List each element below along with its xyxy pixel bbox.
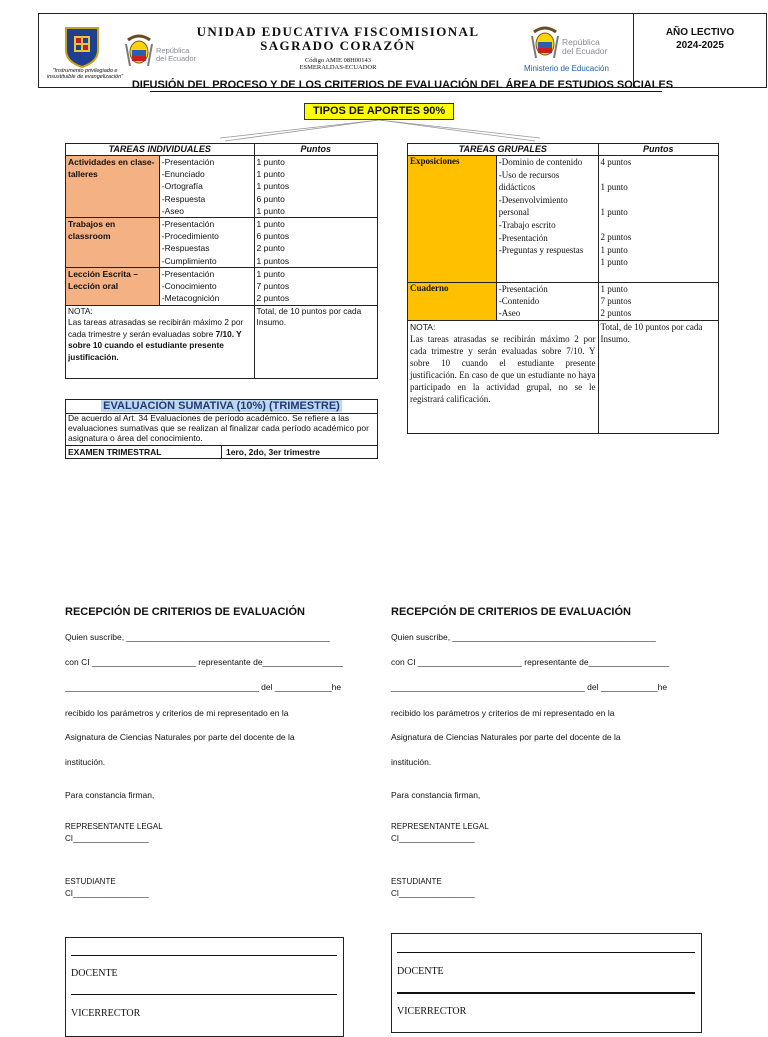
school-name-line2: SAGRADO CORAZÓN: [260, 38, 416, 53]
individual-tasks-table: [65, 143, 378, 379]
criteria-cell: -Presentación -Conocimiento -Metacognición: [159, 267, 254, 305]
reception-line-firman: Para constancia firman,: [391, 790, 481, 800]
signature-line: [397, 952, 695, 953]
rep-legal-label: REPRESENTANTE LEGAL: [391, 822, 489, 831]
rep-legal-ci: CI_________________: [65, 834, 149, 843]
tipos-de-aportes-label: TIPOS DE APORTES 90%: [304, 103, 454, 120]
criteria-cell: -Dominio de contenido -Uso de recursos didácticos -Desenvolvimiento personal -Trabajo escrito -Presentación -Preguntas y respuestas: [496, 156, 598, 283]
points-cell: 1 punto 7 puntos 2 puntos: [598, 283, 718, 321]
student-label: ESTUDIANTE: [65, 877, 116, 886]
group-tasks-header: TAREAS GRUPALES: [408, 144, 599, 156]
reception-line-text: institución.: [65, 757, 106, 767]
exam-label: EXAMEN TRIMESTRAL: [68, 447, 162, 457]
points-cell: 1 punto 7 puntos 2 puntos: [254, 267, 377, 305]
table-row: [66, 267, 378, 305]
reception-line-ci: con CI ______________________ representante de_________________: [391, 657, 669, 667]
school-motto: "Instrumento privilegiado e insustituible de evangelización": [46, 68, 124, 80]
republica-label-right: República del Ecuador: [562, 37, 608, 56]
student-ci: CI_________________: [391, 889, 475, 898]
school-year-value: 2024-2025: [676, 40, 724, 51]
rep-legal-ci: CI_________________: [391, 834, 475, 843]
student-ci: CI_________________: [65, 889, 149, 898]
school-name-line1: UNIDAD EDUCATIVA FISCOMISIONAL: [196, 24, 480, 39]
reception-title-left: RECEPCIÓN DE CRITERIOS DE EVALUACIÓN: [65, 606, 305, 618]
reception-line-text: Asignatura de Ciencias Naturales por parte del docente de la: [391, 732, 621, 742]
points-cell: 4 puntos 1 punto 1 punto 2 puntos 1 punto 1 punto: [598, 156, 718, 283]
ministry-label: Ministerio de Educación: [524, 64, 609, 73]
reception-line-name: Quien suscribe, ___________________________________________: [65, 632, 330, 642]
points-header: Puntos: [598, 144, 718, 156]
reception-line-del: _________________________________________ del ____________he: [391, 682, 668, 692]
reception-line-text: Asignatura de Ciencias Naturales por parte del docente de la: [65, 732, 295, 742]
reception-line-ci: con CI ______________________ representante de_________________: [65, 657, 343, 667]
signature-line: [71, 994, 337, 995]
republica-label-left: República del Ecuador: [156, 46, 197, 63]
school-year-label: AÑO LECTIVO: [665, 27, 735, 38]
category-cell: Trabajos en classroom: [66, 218, 160, 268]
group-tasks-table: [407, 143, 719, 434]
nota-row: [408, 321, 719, 434]
signature-line: [397, 992, 695, 994]
category-cell: Cuaderno: [408, 283, 497, 321]
nota-cell: NOTA: Las tareas atrasadas se recibirán máximo 2 por cada trimestre y serán evaluadas sobre 7/10. Y sobre 10 cuando el estudiante presente justificación. En caso de que un estudiante no haya participado en la actividad grupal, no se le registrará calificación.: [408, 321, 599, 434]
table-row: [66, 218, 378, 268]
vicerrector-label: VICERRECTOR: [397, 1006, 467, 1017]
student-label: ESTUDIANTE: [391, 877, 442, 886]
reception-line-del: _________________________________________ del ____________he: [65, 682, 342, 692]
exam-value: 1ero, 2do, 3er trimestre: [226, 447, 321, 457]
nota-row: [66, 305, 378, 378]
criteria-cell: -Presentación -Procedimiento -Respuestas -Cumplimiento: [159, 218, 254, 268]
criteria-cell: -Presentación -Contenido -Aseo: [496, 283, 598, 321]
nota-points-cell: Total, de 10 puntos por cada Insumo.: [598, 321, 718, 434]
category-cell: Actividades en clase-talleres: [66, 156, 160, 218]
table-row: [408, 283, 719, 321]
amie-code: Código AMIE 08H00143 ESMERALDAS-ECUADOR: [299, 57, 377, 71]
points-cell: 1 punto 6 puntos 2 punto 1 puntos: [254, 218, 377, 268]
table-row: [66, 156, 378, 218]
category-cell: Exposiciones: [408, 156, 497, 283]
table-header-row: [66, 144, 378, 156]
reception-line-text: recibido los parámetros y criterios de mi representado en la: [65, 708, 289, 718]
nota-cell: NOTA: Las tareas atrasadas se recibirán máximo 2 por cada trimestre y serán evaluadas sobre 7/10. Y sobre 10 cuando el estudiante presente justificación.: [66, 305, 255, 378]
docente-label: DOCENTE: [71, 968, 118, 979]
docente-label: DOCENTE: [397, 966, 444, 977]
points-header: Puntos: [254, 144, 377, 156]
reception-line-text: institución.: [391, 757, 432, 767]
nota-points-cell: Total, de 10 puntos por cada Insumo.: [254, 305, 377, 378]
signature-box-left: [65, 937, 344, 1037]
signature-line: [71, 955, 337, 956]
table-header-row: [408, 144, 719, 156]
summative-title: EVALUACIÓN SUMATIVA (10%) (TRIMESTRE): [66, 400, 377, 414]
exam-row-divider: [221, 445, 222, 459]
reception-line-firman: Para constancia firman,: [65, 790, 155, 800]
points-cell: 1 punto 1 punto 1 puntos 6 punto 1 punto: [254, 156, 377, 218]
vicerrector-label: VICERRECTOR: [71, 1008, 141, 1019]
signature-box-right: [391, 933, 702, 1033]
reception-title-right: RECEPCIÓN DE CRITERIOS DE EVALUACIÓN: [391, 606, 631, 618]
rep-legal-label: REPRESENTANTE LEGAL: [65, 822, 163, 831]
reception-line-name: Quien suscribe, ___________________________________________: [391, 632, 656, 642]
individual-tasks-header: TAREAS INDIVIDUALES: [66, 144, 255, 156]
criteria-cell: -Presentación -Enunciado -Ortografía -Respuesta -Aseo: [159, 156, 254, 218]
document-title: DIFUSIÓN DEL PROCESO Y DE LOS CRITERIOS DE EVALUACIÓN DEL ÁREA DE ESTUDIOS SOCIALES: [131, 79, 674, 91]
summative-description: De acuerdo al Art. 34 Evaluaciones de período académico. Se refiere a las evaluaciones sumativas que se realizan al finalizar cada período académico por asignatura o área del conocimiento.: [68, 413, 369, 443]
reception-line-text: recibido los parámetros y criterios de mi representado en la: [391, 708, 615, 718]
category-cell: Lección Escrita – Lección oral: [66, 267, 160, 305]
table-row: [408, 156, 719, 283]
